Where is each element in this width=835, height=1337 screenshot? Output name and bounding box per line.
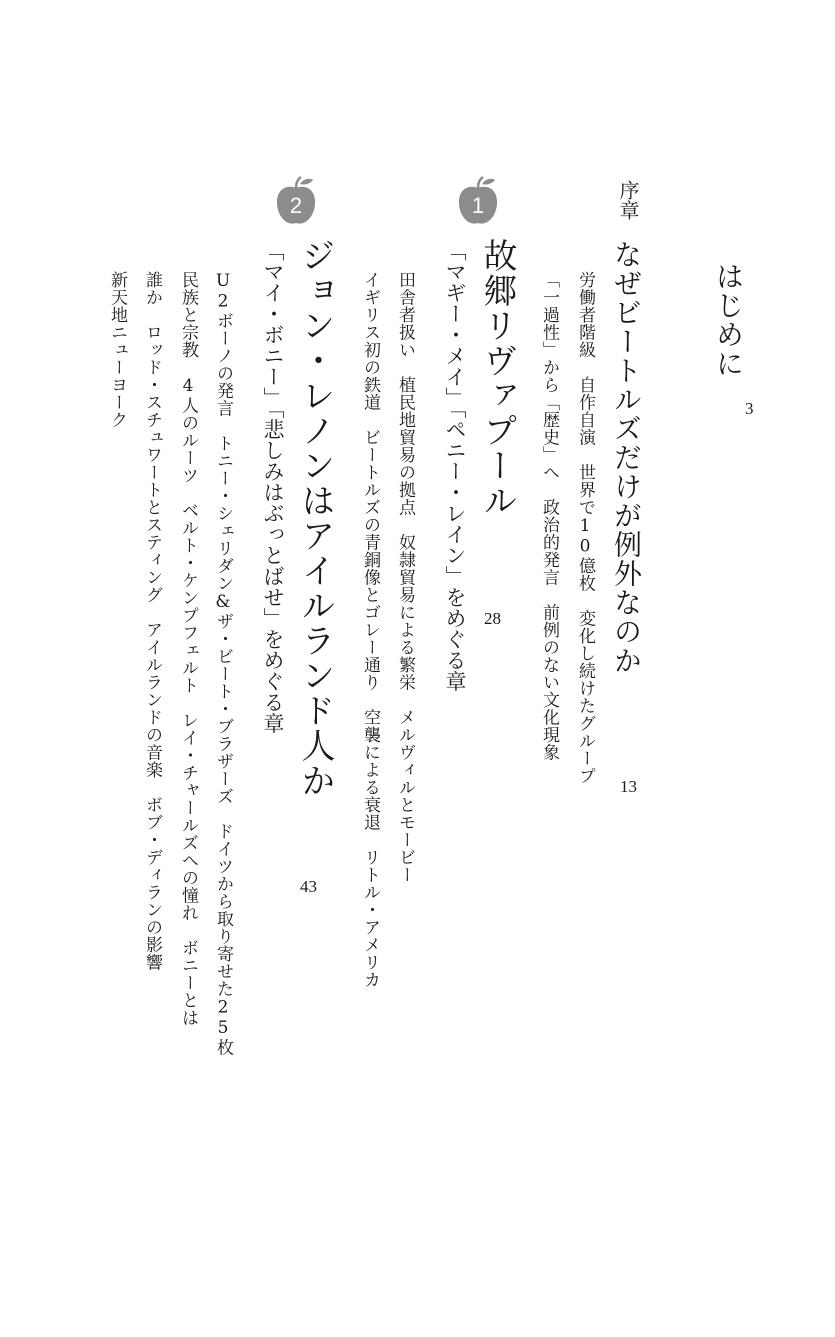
chapter-2-number: 2 xyxy=(289,193,303,218)
apple-icon-chapter-2 xyxy=(274,176,318,228)
chapter-1-title[interactable]: 故郷リヴァプール xyxy=(477,238,517,518)
chapter-1-body-line-1: 田舎者扱い 植民地貿易の拠点 奴隷貿易による繁栄 メルヴィルとモービー xyxy=(395,271,415,884)
prologue-label: 序章 xyxy=(616,180,640,220)
chapter-2-body-line-2: 民族と宗教 4人のルーツ ベルト・ケンプフェルト レイ・チャールズへの憧れ ボニーとは xyxy=(178,271,198,1027)
intro-title[interactable]: はじめに xyxy=(712,262,745,378)
intro-page-number: 3 xyxy=(745,399,754,418)
apple-icon-chapter-1 xyxy=(456,176,500,228)
prologue-body-line-1: 労働者階級 自作自演 世界で10億枚 変化し続けたグループ xyxy=(575,271,595,785)
chapter-2-subtitle: 「マイ・ボニー」「悲しみはぶっとばせ」をめぐる章 xyxy=(261,240,285,734)
chapter-2-body-line-1: U2ボーノの発言 トニー・シェリダン&ザ・ビート・ブラザーズ ドイツから取り寄せた25枚 xyxy=(213,271,233,1056)
prologue-page-number: 13 xyxy=(620,777,637,796)
chapter-1-subtitle: 「マギー・メイ」「ペニー・レイン」をめぐる章 xyxy=(443,240,467,692)
chapter-1-page-number: 28 xyxy=(484,609,501,628)
prologue-body-line-2: 「一過性」から「歴史」へ 政治的発言 前例のない文化現象 xyxy=(539,271,559,761)
chapter-2-title[interactable]: ジョン・レノンはアイルランド人か xyxy=(295,238,335,798)
chapter-1-body-line-2: イギリス初の鉄道 ビートルズの青銅像とゴレー通り 空襲による衰退 リトル・アメリカ xyxy=(360,271,380,989)
chapter-2-body-line-3: 誰か ロッド・スチュワートとスティング アイルランドの音楽 ボブ・ディランの影響 xyxy=(142,271,162,971)
prologue-title[interactable]: なぜビートルズだけが例外なのか xyxy=(610,240,643,675)
chapter-1-number: 1 xyxy=(471,193,485,218)
chapter-2-page-number: 43 xyxy=(300,877,317,896)
chapter-2-body-line-4: 新天地ニューヨーク xyxy=(107,271,127,429)
